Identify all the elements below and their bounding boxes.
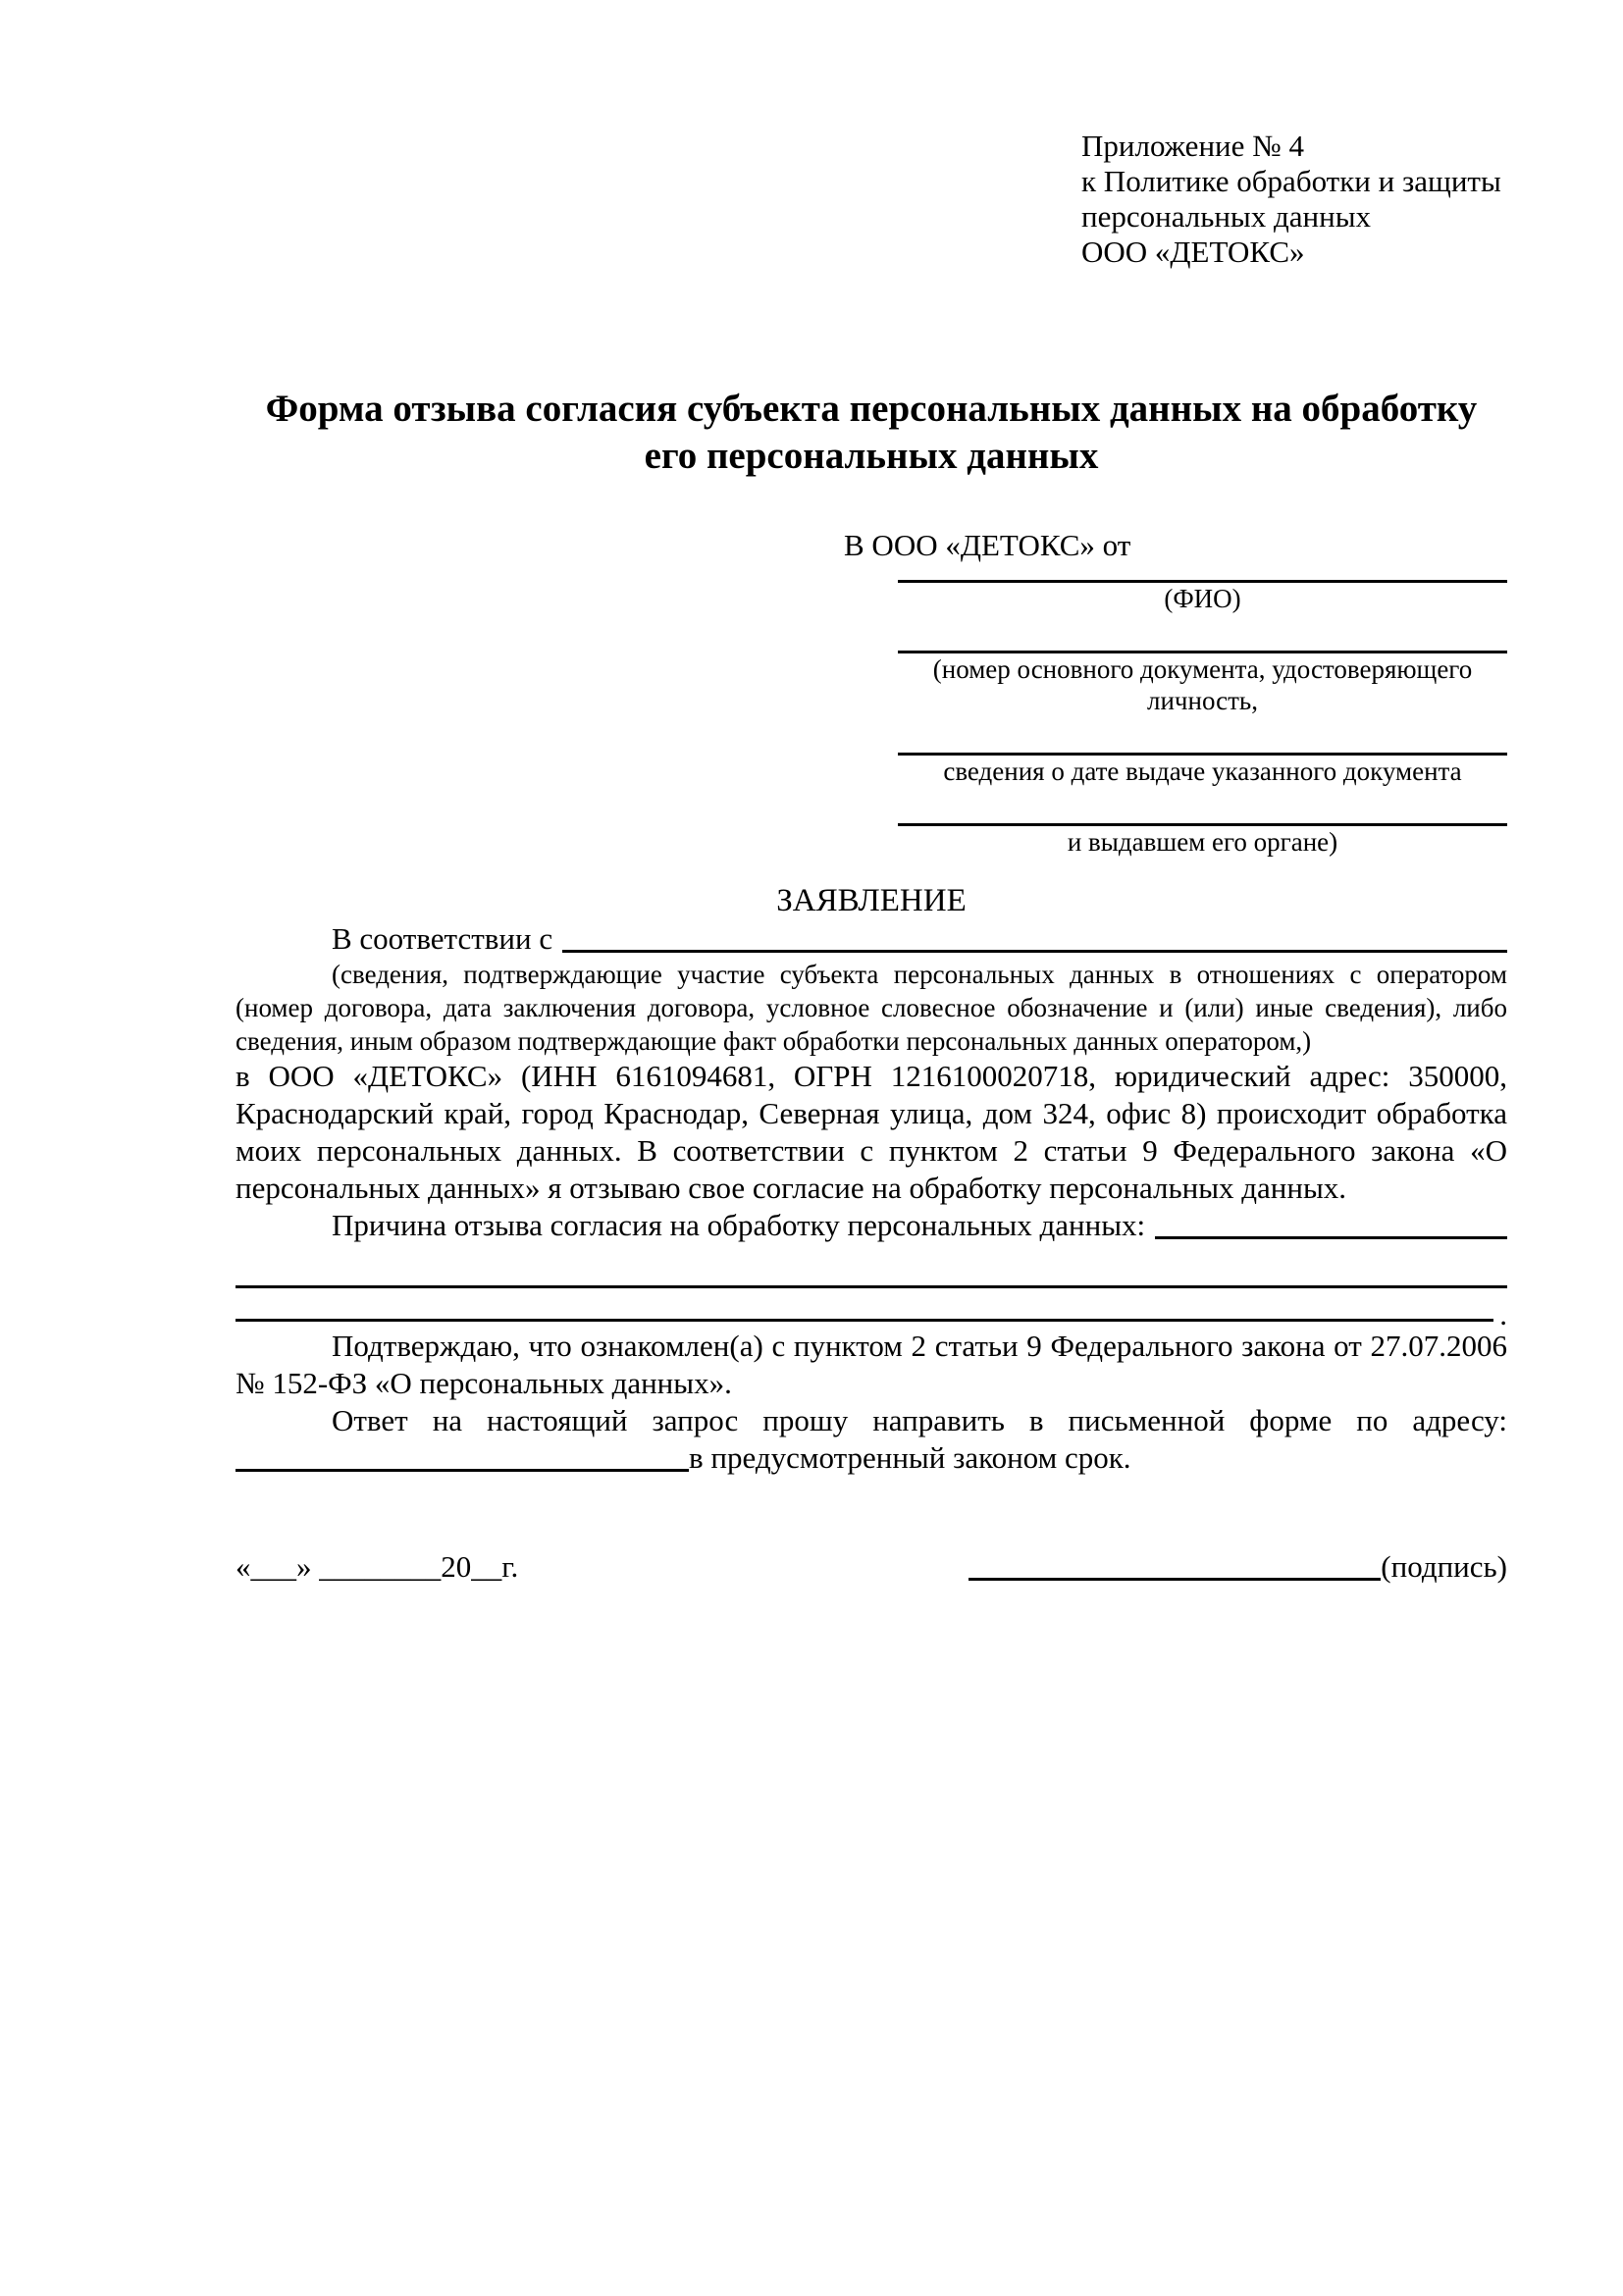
fio-caption: (ФИО) bbox=[1164, 584, 1241, 613]
confirmation-paragraph: Подтверждаю, что ознакомлен(а) с пунктом 2 статьи 9 Федерального закона от 27.07.2006 № 152-ФЗ «О персональных данных». bbox=[236, 1329, 1507, 1400]
addressee-greeting: В ООО «ДЕТОКС» от bbox=[844, 528, 1131, 562]
signing-row bbox=[236, 1548, 1507, 1586]
appendix-header-line: Приложение № 4 bbox=[1081, 129, 1304, 163]
issue-date-blank-line bbox=[898, 716, 1507, 756]
statement-body: в ООО «ДЕТОКС» (ИНН 6161094681, ОГРН 1216100020718, юридический адрес: 350000, Краснодарский край, город Краснодар, Северная улица, дом 324, офис 8) происходит обработка моих персональных данных. В соответствии с пунктом 2 статьи 9 Федерального закона «О персональных данных» я отзываю свое согласие на обработку персональных данных. bbox=[236, 1059, 1507, 1205]
signature-group bbox=[969, 1548, 1507, 1586]
reply-tail-text: в предусмотренный законом срок. bbox=[689, 1440, 1131, 1475]
issuing-authority-blank-line bbox=[898, 787, 1507, 826]
appendix-header bbox=[1081, 129, 1507, 270]
date-placeholder: «___» ________20__г. bbox=[236, 1549, 519, 1584]
reason-blank-line-3 bbox=[236, 1288, 1507, 1331]
appendix-header-line: ООО «ДЕТОКС» bbox=[1081, 235, 1305, 269]
intro-line bbox=[236, 920, 1507, 958]
document-title-line: его персональных данных bbox=[644, 435, 1099, 477]
document-number-caption: (номер основного документа, удостоверяющего личность, bbox=[932, 654, 1473, 715]
document-title bbox=[236, 386, 1507, 480]
document-number-blank-line bbox=[898, 614, 1507, 653]
reason-blank-line-3-rule bbox=[236, 1319, 1493, 1322]
reason-label: Причина отзыва согласия на обработку персональных данных: bbox=[332, 1208, 1146, 1242]
intro-blank-line bbox=[562, 920, 1507, 953]
reply-request-line: Ответ на настоящий запрос прошу направить в письменной форме по адресу: bbox=[332, 1403, 1507, 1437]
reason-blank-line-2 bbox=[236, 1244, 1507, 1288]
document-title-line: Форма отзыва согласия субъекта персональных данных на обработку bbox=[265, 388, 1478, 430]
signature-caption: (подпись) bbox=[1381, 1549, 1507, 1584]
reply-address-blank-line bbox=[236, 1439, 689, 1472]
reason-blank-line bbox=[1155, 1207, 1507, 1239]
statement-heading: ЗАЯВЛЕНИЕ bbox=[776, 883, 967, 918]
issuing-authority-caption: и выдавшем его органе) bbox=[1067, 827, 1338, 857]
intro-footnote: (сведения, подтверждающие участие субъекта персональных данных в отношениях с оператором (номер договора, дата заключения договора, условное словесное обозначение и (или) иные сведения), либо сведения, иным образом подтверждающие факт обработки персональных данных оператором,) bbox=[236, 960, 1507, 1056]
fio-blank-line bbox=[898, 564, 1507, 583]
appendix-header-line: персональных данных bbox=[1081, 199, 1372, 234]
reason-line-end-period: . bbox=[1499, 1297, 1507, 1331]
signature-blank-line bbox=[969, 1548, 1381, 1581]
appendix-header-line: к Политике обработки и защиты bbox=[1081, 164, 1501, 198]
reason-line bbox=[236, 1207, 1507, 1244]
reply-address-line bbox=[236, 1439, 1507, 1477]
intro-prefix: В соответствии с bbox=[332, 921, 553, 956]
addressee-fields bbox=[898, 564, 1507, 858]
issue-date-caption: сведения о дате выдаче указанного документа bbox=[943, 757, 1462, 786]
